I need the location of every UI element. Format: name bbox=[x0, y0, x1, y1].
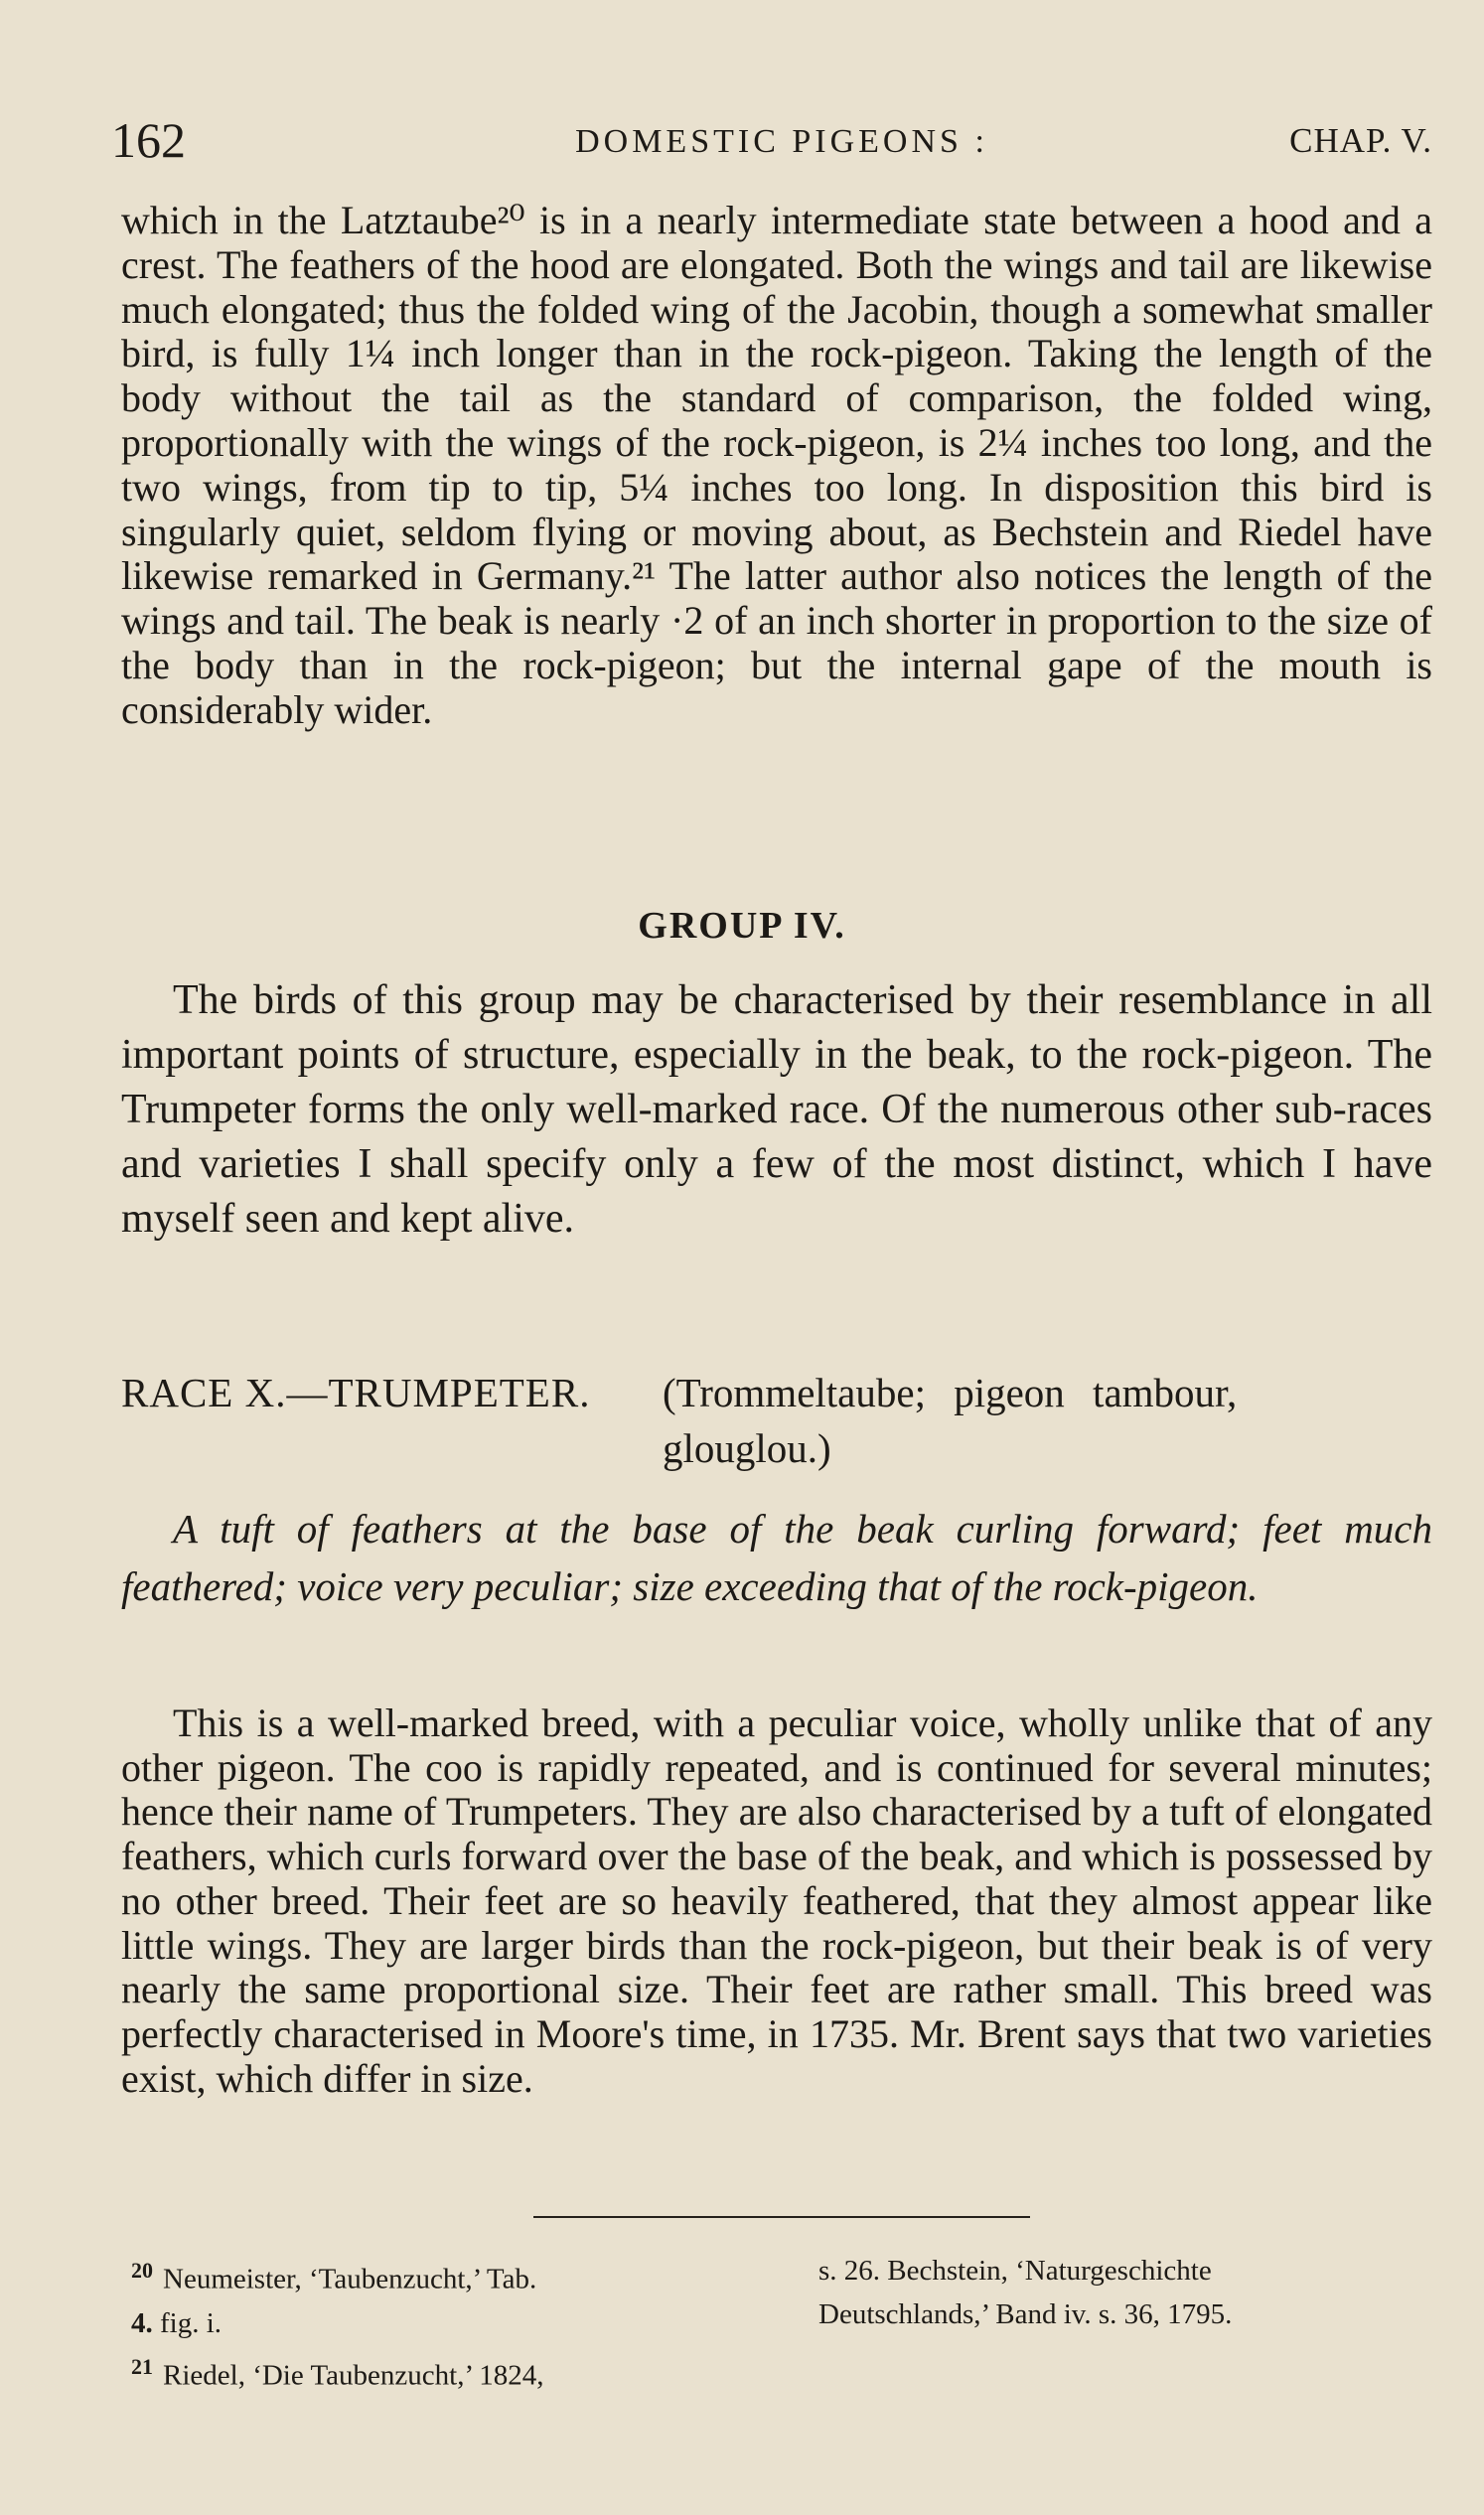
footnote-plate-number: 4. bbox=[131, 2306, 153, 2339]
footnote-number: 21 bbox=[131, 2353, 153, 2379]
race-aliases: (Trommeltaube; pigeon tambour, bbox=[663, 1370, 1238, 1415]
race-title: RACE X.—TRUMPETER. bbox=[121, 1370, 591, 1415]
paragraph-trumpeter: This is a well-marked breed, with a peculiar voice, wholly unlike that of any other pigeon. The coo is rapidly repeated, and is continued for several minutes; hence their name of Trumpeters. They are also characterised by a tuft of elongated feathers, which curls forward over the base of the beak, and which is possessed by no other breed. Their feet are so heavily feathered, that they almost appear like little wings. They are larger birds than the rock-pigeon, but their beak is of very nearly the same proportional size. Their feet are rather small. This breed was perfectly characterised in Moore's time, in 1735. Mr. Brent says that two varieties exist, which differ in size. bbox=[121, 1701, 1432, 2101]
footnote-text: Riedel, ‘Die Taubenzucht,’ 1824, bbox=[163, 2359, 544, 2392]
footnote-21-continued: Deutschlands,’ Band iv. s. 36, 1795. bbox=[818, 2298, 1233, 2330]
footnote-20-continued bbox=[131, 2301, 767, 2345]
footnotes bbox=[131, 2249, 1436, 2392]
race-heading bbox=[121, 1369, 1432, 1424]
chapter-label: CHAP. V. bbox=[1289, 121, 1432, 160]
footnote-text: fig. i. bbox=[160, 2306, 223, 2339]
race-aliases-continued: glouglou.) bbox=[663, 1425, 831, 1471]
group-heading: GROUP IV. bbox=[638, 905, 846, 947]
footnote-21-continued: s. 26. Bechstein, ‘Naturgeschichte bbox=[818, 2255, 1212, 2287]
race-diagnosis: A tuft of feathers at the base of the beak curling forward; feet much feathered; voice very peculiar; size exceeding that of the rock-pigeon. bbox=[121, 1506, 1432, 1609]
footnote-text: Neumeister, ‘Taubenzucht,’ Tab. bbox=[163, 2263, 537, 2295]
paragraph-group-intro: The birds of this group may be characterised by their resemblance in all important points of structure, especially in the beak, to the rock-pigeon. The Trumpeter forms the only well-marked race. Of the numerous other sub-races and varieties I shall specify only a few of the most distinct, which I have myself seen and kept alive. bbox=[121, 977, 1432, 1242]
footnotes-left-column bbox=[131, 2249, 767, 2397]
footnote-20 bbox=[131, 2249, 767, 2301]
footnote-divider bbox=[533, 2216, 1030, 2218]
footnote-number: 20 bbox=[131, 2258, 153, 2283]
paragraph-jacobin-continued: which in the Latztaube²⁰ is in a nearly intermediate state between a hood and a crest. The feathers of the hood are elongated. Both the wings and tail are likewise much elongated; thus the folded wing of the Jacobin, though a somewhat smaller bird, is fully 1¼ inch longer than in the rock-pigeon. Taking the length of the body without the tail as the standard of comparison, the folded wing, proportionally with the wings of the rock-pigeon, is 2¼ inches too long, and the two wings, from tip to tip, 5¼ inches too long. In disposition this bird is singularly quiet, seldom flying or moving about, as Bechstein and Riedel have likewise remarked in Germany.²¹ The latter author also notices the length of the wings and tail. The beak is nearly ·2 of an inch shorter in proportion to the size of the body than in the rock-pigeon; but the internal gape of the mouth is considerably wider. bbox=[121, 198, 1432, 732]
footnote-21 bbox=[131, 2345, 767, 2398]
footnotes-right-column bbox=[818, 2249, 1436, 2336]
page-number: 162 bbox=[111, 112, 186, 168]
page-header bbox=[111, 111, 1432, 171]
running-head: DOMESTIC PIGEONS : bbox=[575, 123, 988, 160]
